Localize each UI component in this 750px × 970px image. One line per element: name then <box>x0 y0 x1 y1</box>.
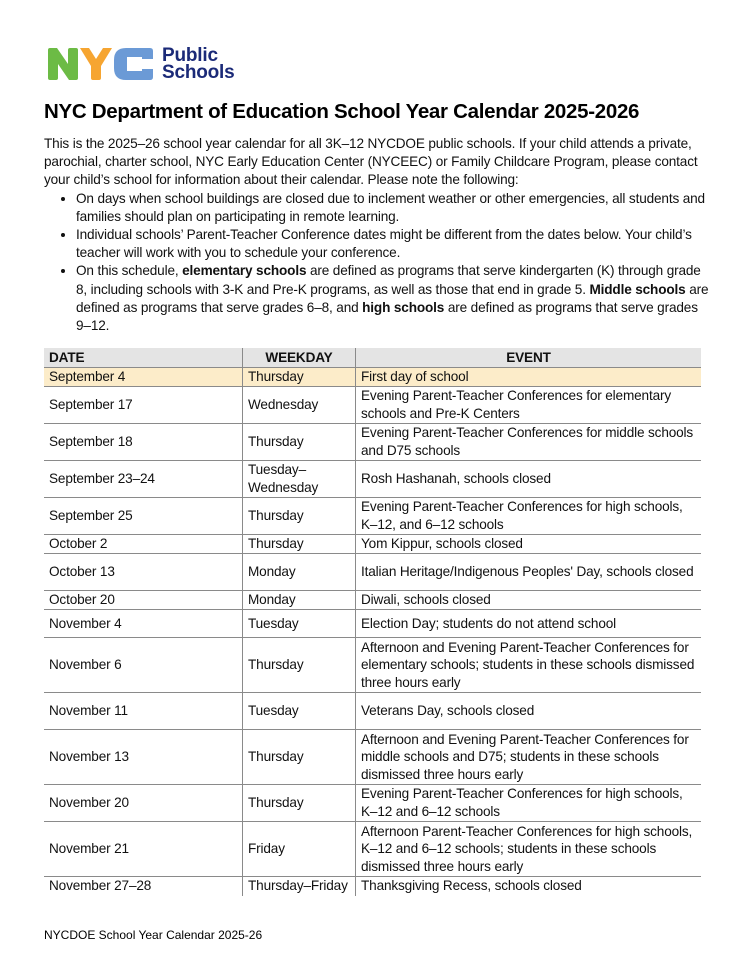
table-row <box>44 498 701 535</box>
cell-date: September 25 <box>44 498 243 535</box>
header-weekday: WEEKDAY <box>243 348 356 368</box>
table-row <box>44 730 701 785</box>
table-row <box>44 638 701 693</box>
cell-date: November 4 <box>44 610 243 638</box>
cell-date: October 2 <box>44 535 243 554</box>
cell-event: Evening Parent-Teacher Conferences for high schools, K–12, and 6–12 schools <box>356 498 702 535</box>
term-elementary-schools: elementary schools <box>182 263 307 279</box>
page-footer: NYCDOE School Year Calendar 2025-26 <box>44 928 263 942</box>
table-row <box>44 387 701 424</box>
table-row <box>44 693 701 730</box>
cell-weekday: Thursday <box>243 785 356 822</box>
page-title: NYC Department of Education School Year Calendar 2025-2026 <box>44 100 640 123</box>
table-row <box>44 368 701 387</box>
note-remote-learning: • On days when school buildings are closed due to inclement weather or other emergencies, all students and families should plan on participating in remote learning. <box>76 190 714 226</box>
intro-section <box>44 135 714 335</box>
cell-event: Italian Heritage/Indigenous Peoples' Day, schools closed <box>356 554 702 591</box>
cell-event: Evening Parent-Teacher Conferences for middle schools and D75 schools <box>356 424 702 461</box>
intro-paragraph: This is the 2025–26 school year calendar for all 3K–12 NYCDOE public schools. If your child attends a private, parochial, charter school, NYC Early Education Center (NYCEEC) or Family Childcare Program, please contact your child’s school for information about their calendar. Please note the following: <box>44 136 698 188</box>
table-row <box>44 877 701 896</box>
cell-date: October 20 <box>44 591 243 610</box>
cell-event: Diwali, schools closed <box>356 591 702 610</box>
nyc-public-schools-logo <box>46 44 235 84</box>
nyc-logo-icon <box>46 46 156 82</box>
table-row <box>44 785 701 822</box>
cell-weekday: Monday <box>243 554 356 591</box>
cell-weekday: Thursday <box>243 498 356 535</box>
cell-date: November 13 <box>44 730 243 785</box>
cell-weekday: Thursday <box>243 535 356 554</box>
logo-line-schools: Schools <box>162 62 235 83</box>
cell-weekday: Thursday <box>243 368 356 387</box>
cell-date: November 11 <box>44 693 243 730</box>
cell-weekday: Thursday <box>243 638 356 693</box>
table-row <box>44 461 701 498</box>
cell-date: September 17 <box>44 387 243 424</box>
cell-weekday: Thursday–Friday <box>243 877 356 896</box>
cell-event: Veterans Day, schools closed <box>356 693 702 730</box>
table-row <box>44 535 701 554</box>
cell-event: Afternoon and Evening Parent-Teacher Conferences for elementary schools; students in these schools dismissed three hours early <box>356 638 702 693</box>
term-high-schools: high schools <box>362 299 445 315</box>
logo-line-public: Public <box>162 45 218 66</box>
cell-weekday: Tuesday <box>243 610 356 638</box>
table-row <box>44 591 701 610</box>
cell-date: November 21 <box>44 822 243 877</box>
cell-event: Rosh Hashanah, schools closed <box>356 461 702 498</box>
cell-date: November 27–28 <box>49 878 152 894</box>
cell-weekday: Friday <box>243 822 356 877</box>
cell-weekday: Tuesday–Wednesday <box>243 461 356 498</box>
cell-event: First day of school <box>356 368 702 387</box>
cell-event: Yom Kippur, schools closed <box>356 535 702 554</box>
table-row <box>44 610 701 638</box>
term-middle-schools: Middle schools <box>589 281 686 297</box>
table-row <box>44 822 701 877</box>
header-event: EVENT <box>356 348 702 368</box>
cell-event: Evening Parent-Teacher Conferences for elementary schools and Pre-K Centers <box>356 387 702 424</box>
cell-date: November 20 <box>44 785 243 822</box>
calendar-table <box>44 348 701 896</box>
cell-event: Afternoon and Evening Parent-Teacher Conferences for middle schools and D75; students in these schools dismissed three hours early <box>356 730 702 785</box>
cell-event: Thanksgiving Recess, schools closed <box>356 877 702 896</box>
cell-weekday: Thursday <box>243 730 356 785</box>
table-header-row <box>44 348 701 368</box>
logo-text <box>162 47 235 81</box>
note-school-definitions: • On this schedule, elementary schools are defined as programs that serve kindergarten (K) through grade 8, including schools with 3-K and Pre-K programs, as well as those that end in grade 5. Middle schools are defined as programs that serve grades 6–8, and high schools are defined as programs that serve grades 9–12. <box>76 262 714 335</box>
cell-date: November 6 <box>44 638 243 693</box>
cell-event: Afternoon Parent-Teacher Conferences for high schools, K–12 and 6–12 schools; students in these schools dismissed three hours early <box>356 822 702 877</box>
cell-date: September 23–24 <box>44 461 243 498</box>
table-row <box>44 554 701 591</box>
notes-list <box>44 190 714 336</box>
cell-date: September 4 <box>44 368 243 387</box>
cell-event: Election Day; students do not attend school <box>356 610 702 638</box>
table-row <box>44 424 701 461</box>
cell-date: September 18 <box>44 424 243 461</box>
header-date: DATE <box>44 348 243 368</box>
cell-weekday: Tuesday <box>243 693 356 730</box>
cell-weekday: Thursday <box>243 424 356 461</box>
table-body <box>44 368 701 896</box>
cell-weekday: Wednesday <box>243 387 356 424</box>
cell-event: Evening Parent-Teacher Conferences for high schools, K–12 and 6–12 schools <box>356 785 702 822</box>
note-conference-dates: • Individual schools’ Parent-Teacher Conference dates might be different from the dates below. Your child’s teacher will work with you to schedule your conference. <box>76 226 714 262</box>
cell-weekday: Monday <box>243 591 356 610</box>
cell-date: October 13 <box>44 554 243 591</box>
